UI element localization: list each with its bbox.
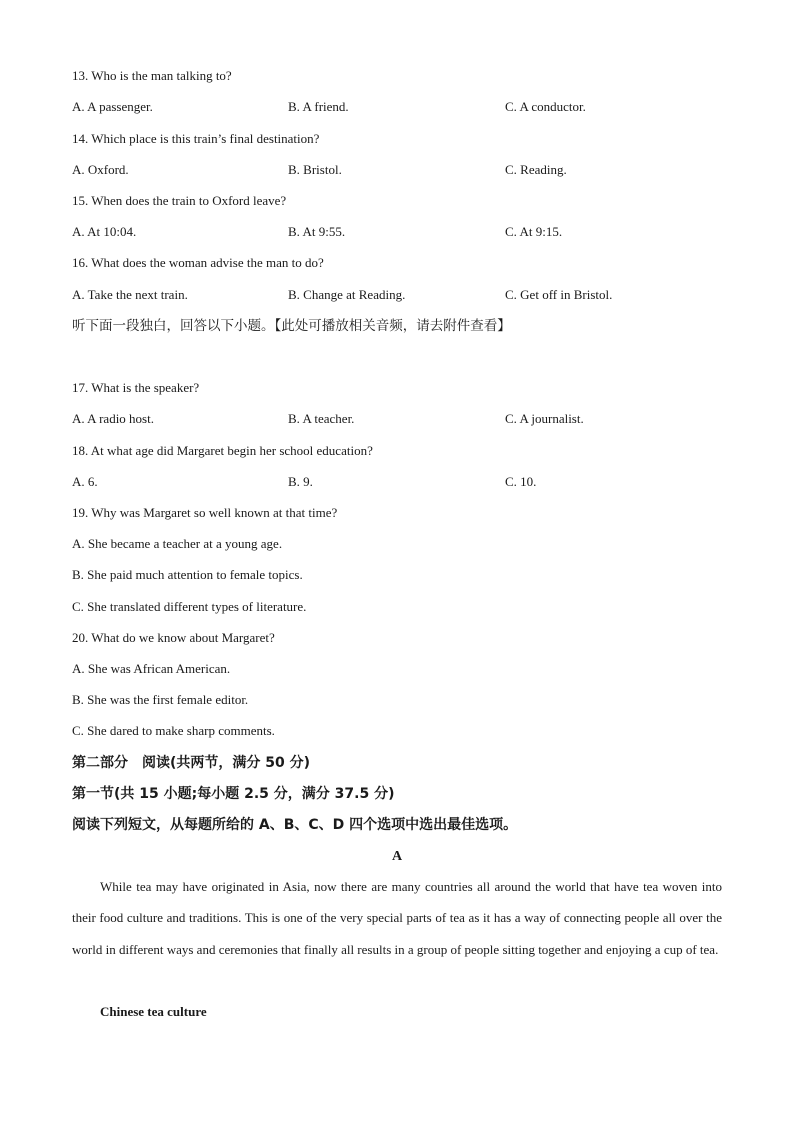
question-17-option-a: A. A radio host. [72, 411, 154, 426]
section1-heading: 第一节(共 15 小题;每小题 2.5 分，满分 37.5 分) [72, 786, 395, 802]
question-16-stem: 16. What does the woman advise the man to do? [72, 255, 324, 270]
passage-subheading: Chinese tea culture [100, 1004, 207, 1019]
question-20-stem: 20. What do we know about Margaret? [72, 630, 275, 645]
question-15-option-a: A. At 10:04. [72, 224, 137, 239]
part2-heading: 第二部分 阅读(共两节，满分 50 分) [72, 755, 311, 771]
question-17-option-c: C. A journalist. [505, 411, 584, 426]
question-18-stem: 18. At what age did Margaret begin her school education? [72, 443, 373, 458]
question-19-option-a: A. She became a teacher at a young age. [72, 536, 283, 551]
question-13-option-a: A. A passenger. [72, 99, 153, 114]
question-19-option-b: B. She paid much attention to female topics. [72, 567, 303, 582]
question-20-option-a: A. She was African American. [72, 661, 231, 676]
question-16-option-b: B. Change at Reading. [288, 287, 406, 302]
question-15-stem: 15. When does the train to Oxford leave? [72, 193, 287, 208]
question-16-option-a: A. Take the next train. [72, 287, 188, 302]
question-17-option-b: B. A teacher. [288, 411, 355, 426]
passage-label: A [391, 849, 403, 864]
question-20-option-c: C. She dared to make sharp comments. [72, 723, 275, 738]
question-13-option-c: C. A conductor. [505, 99, 586, 114]
question-14-option-a: A. Oxford. [72, 162, 129, 177]
question-19-stem: 19. Why was Margaret so well known at that time? [72, 505, 338, 520]
question-20-option-b: B. She was the first female editor. [72, 692, 249, 707]
question-13-stem: 13. Who is the man talking to? [72, 68, 232, 83]
question-15-option-b: B. At 9:55. [288, 224, 346, 239]
reading-instruction: 阅读下列短文，从每题所给的 A、B、C、D 四个选项中选出最佳选项。 [72, 817, 518, 833]
question-14-option-c: C. Reading. [505, 162, 567, 177]
question-19-option-c: C. She translated different types of literature. [72, 599, 307, 614]
question-18-option-c: C. 10. [505, 474, 537, 489]
question-18-option-b: B. 9. [288, 474, 313, 489]
question-14-stem: 14. Which place is this train’s final destination? [72, 131, 320, 146]
question-14-option-b: B. Bristol. [288, 162, 342, 177]
passage-paragraph: While tea may have originated in Asia, now there are many countries all around the world that have tea woven into their food culture and traditions. This is one of the very special parts of tea as it has a way of connecting people all over the world in different ways and ceremonies that finally all results in a group of people sitting together and enjoying a cup of tea. [72, 879, 722, 957]
question-17-stem: 17. What is the speaker? [72, 380, 200, 395]
question-15-option-c: C. At 9:15. [505, 224, 563, 239]
question-18-option-a: A. 6. [72, 474, 98, 489]
question-16-option-c: C. Get off in Bristol. [505, 287, 613, 302]
question-13-option-b: B. A friend. [288, 99, 349, 114]
monologue-instruction: 听下面一段独白，回答以下小题。【此处可播放相关音频，请去附件查看】 [72, 318, 511, 334]
